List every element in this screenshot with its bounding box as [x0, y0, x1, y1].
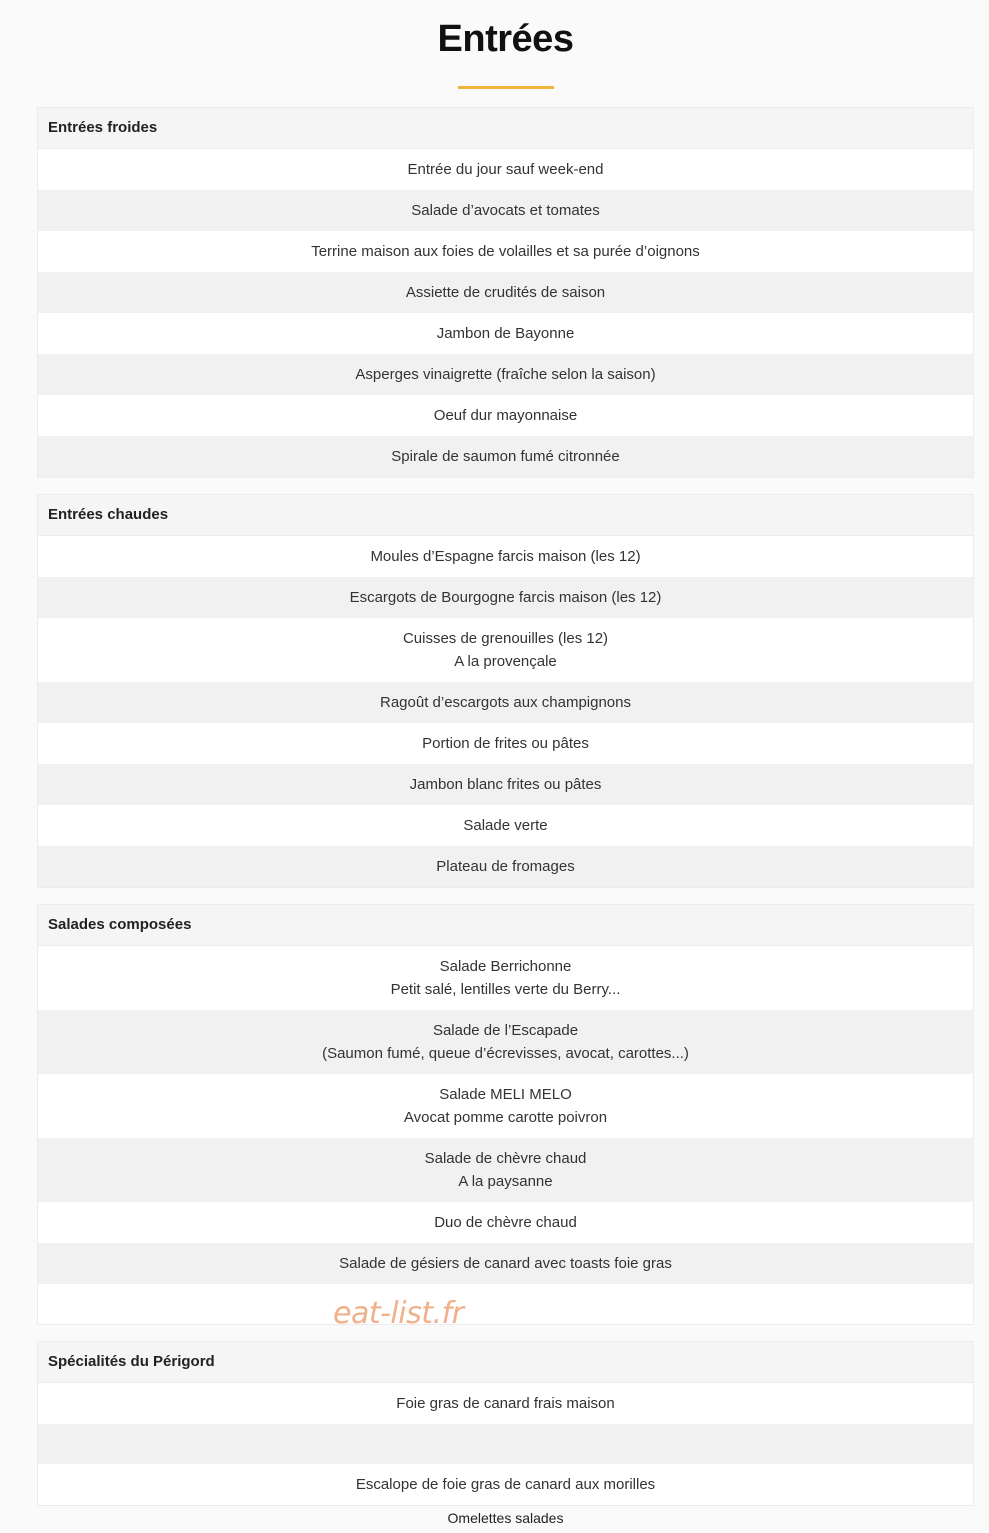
section-title: Salades composées — [38, 905, 973, 946]
menu-item — [38, 1383, 973, 1424]
menu-item — [38, 577, 973, 618]
menu-item — [38, 1424, 973, 1464]
menu-item-name: Salade d’avocats et tomates — [411, 202, 600, 219]
menu-item-name: Foie gras de canard frais maison — [396, 1395, 615, 1412]
menu-item-name: Duo de chèvre chaud — [434, 1214, 577, 1231]
menu-item — [38, 1202, 973, 1243]
menu-item-name: Ragoût d’escargots aux champignons — [380, 694, 631, 711]
menu-item-name: Spirale de saumon fumé citronnée — [391, 448, 620, 465]
menu-item-name: Cuisses de grenouilles (les 12) — [402, 630, 609, 647]
menu-item-description: A la provençale — [454, 653, 557, 670]
section-rows — [38, 149, 973, 477]
section-rows — [38, 946, 973, 1324]
menu-item-name: Salade de chèvre chaud — [424, 1150, 587, 1167]
section-title: Spécialités du Périgord — [38, 1342, 973, 1383]
menu-item — [38, 682, 973, 723]
menu-item — [38, 1284, 973, 1324]
menu-item-name: Salade Berrichonne — [439, 958, 572, 975]
section-rows — [38, 1383, 973, 1505]
menu-item — [38, 1464, 973, 1505]
menu-item-description: (Saumon fumé, queue d’écrevisses, avocat, carottes...) — [322, 1045, 689, 1062]
menu-item — [38, 313, 973, 354]
menu-item — [38, 764, 973, 805]
menu-item — [38, 723, 973, 764]
menu-item-description: A la paysanne — [458, 1173, 553, 1190]
menu-item — [38, 805, 973, 846]
menu-item-name: Jambon blanc frites ou pâtes — [409, 776, 602, 793]
menu-item — [38, 1010, 973, 1074]
section-title: Entrées chaudes — [38, 495, 973, 536]
menu-item — [38, 536, 973, 577]
menu-section — [37, 904, 974, 1325]
menu-item — [38, 1074, 973, 1138]
menu-item-name: Jambon de Bayonne — [436, 325, 575, 342]
menu-item — [38, 1243, 973, 1284]
menu-item-name: Portion de frites ou pâtes — [422, 735, 589, 752]
menu-item-name: Entrée du jour sauf week-end — [407, 161, 604, 178]
menu-item — [38, 1138, 973, 1202]
menu-item-name: Oeuf dur mayonnaise — [433, 407, 578, 424]
menu-item — [38, 618, 973, 682]
section-title: Entrées froides — [38, 108, 973, 149]
menu-item-name: Escalope de foie gras de canard aux morilles — [355, 1476, 656, 1493]
menu-item — [38, 231, 973, 272]
section-rows — [38, 536, 973, 887]
menu-item-name: Assiette de crudités de saison — [405, 284, 606, 301]
menu-item — [38, 190, 973, 231]
watermark: eat-list.fr — [333, 1296, 464, 1331]
page-title: Entrées — [437, 18, 574, 60]
menu-sections — [37, 107, 974, 1522]
menu-item-description: Petit salé, lentilles verte du Berry... — [390, 981, 621, 998]
menu-item — [38, 272, 973, 313]
menu-item — [38, 436, 973, 477]
menu-item-name: Asperges vinaigrette (fraîche selon la saison) — [355, 366, 656, 383]
title-underline — [458, 86, 554, 89]
menu-item-description: Avocat pomme carotte poivron — [403, 1109, 608, 1126]
menu-section — [37, 494, 974, 888]
menu-item-name: Salade de gésiers de canard avec toasts foie gras — [339, 1255, 672, 1272]
menu-item — [38, 846, 973, 887]
menu-item-name: Salade de l’Escapade — [432, 1022, 579, 1039]
menu-item-name: Escargots de Bourgogne farcis maison (les 12) — [349, 589, 662, 606]
menu-item — [38, 149, 973, 190]
menu-item — [38, 354, 973, 395]
menu-item-name: Moules d’Espagne farcis maison (les 12) — [370, 548, 641, 565]
menu-item — [38, 946, 973, 1010]
menu-item — [38, 395, 973, 436]
menu-item-name: Salade MELI MELO — [439, 1086, 572, 1103]
next-section-title: Omelettes salades — [447, 1510, 564, 1526]
menu-item-name: Plateau de fromages — [436, 858, 575, 875]
menu-item-name: Terrine maison aux foies de volailles et sa purée d’oignons — [311, 243, 700, 260]
menu-item-name: Salade verte — [463, 817, 548, 834]
menu-section — [37, 107, 974, 478]
menu-section — [37, 1341, 974, 1506]
